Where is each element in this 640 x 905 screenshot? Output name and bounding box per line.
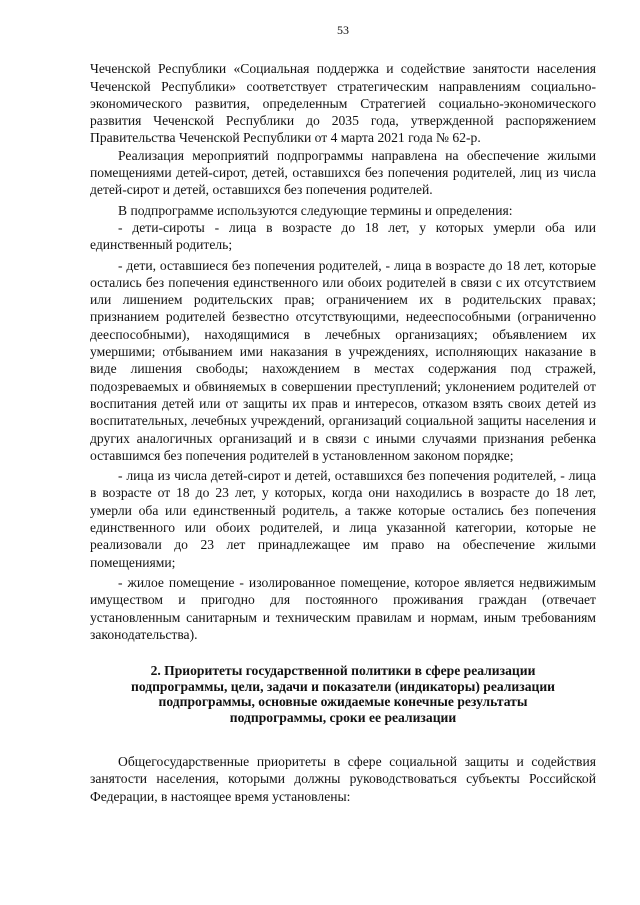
- section-heading-line: подпрограммы, основные ожидаемые конечные результаты: [158, 694, 528, 710]
- section-heading-line: подпрограммы, сроки ее реализации: [229, 709, 457, 725]
- paragraph-purpose: Реализация мероприятий подпрограммы направлена на обеспечение жилыми помещениями детей-сирот, детей, оставшихся без попечения родителей, лиц из числа детей-сирот и детей, оставшихся без попечения родителей.: [90, 147, 596, 198]
- section-heading-line: подпрограммы, цели, задачи и показатели (индикаторы) реализации: [130, 678, 556, 694]
- paragraph-strategy: Чеченской Республики «Социальная поддержка и содействие занятости населения Чеченской Республики» соответствует стратегическим направлениям социально-экономического развития, определенным Стратегией социально-экономического развития Чеченской Республики до 2035 года, утвержденной распоряжением Правительства Чеченской Республики от 4 марта 2021 года № 62-р.: [90, 61, 596, 146]
- page-number: 53: [337, 23, 349, 37]
- paragraph-term-orphans: - дети-сироты - лица в возрасте до 18 лет, у которых умерли оба или единственный родитель;: [90, 219, 596, 253]
- paragraph-term-living-premises: - жилое помещение - изолированное помещение, которое является недвижимым имуществом и пригодно для постоянного проживания граждан (отвечает установленным санитарным и техническим правилам и нормам, иным требованиям законодательства).: [90, 574, 596, 642]
- paragraph-term-without-care: - дети, оставшиеся без попечения родителей, - лица в возрасте до 18 лет, которые остались без попечения единственного или обоих родителей в связи с их отсутствием или лишением родительских прав; ограничением их в родительских правах; признанием родителей безвестно отсутствующими, недееспособными (ограниченно дееспособными), находящимися в лечебных организациях; объявлением их умершими; отбыванием ими наказания в учреждениях, исполняющих наказание в виде лишения свободы; нахождением в местах содержания под стражей, подозреваемых и обвиняемых в совершении преступлений; уклонением родителей от воспитания детей или от защиты их прав и интересов, отказом взять своих детей из воспитательных, лечебных учреждений, организаций социальной защиты населения и других аналогичных организаций и в связи с иными случаями признания ребенка оставшимся без попечения родителей в установленном законом порядке;: [90, 257, 596, 463]
- section-heading-line: 2. Приоритеты государственной политики в сфере реализации: [150, 663, 536, 679]
- paragraph-terms-intro: В подпрограмме используются следующие термины и определения:: [118, 202, 513, 218]
- paragraph-term-persons-from-orphans: - лица из числа детей-сирот и детей, оставшихся без попечения родителей, - лица в возрасте от 18 до 23 лет, у которых, когда они находились в возрасте до 18 лет, умерли оба или единственный родитель, а также которые остались без попечения единственного или обоих родителей, и лица указанной категории, которые не реализовали до 23 лет принадлежащее им право на обеспечение жилыми помещениями;: [90, 468, 596, 570]
- section-heading: [90, 663, 596, 725]
- paragraph-priorities: Общегосударственные приоритеты в сфере социальной защиты и содействия занятости населения, которыми должны руководствоваться субъекты Российской Федерации, в настоящее время установлены:: [90, 754, 596, 804]
